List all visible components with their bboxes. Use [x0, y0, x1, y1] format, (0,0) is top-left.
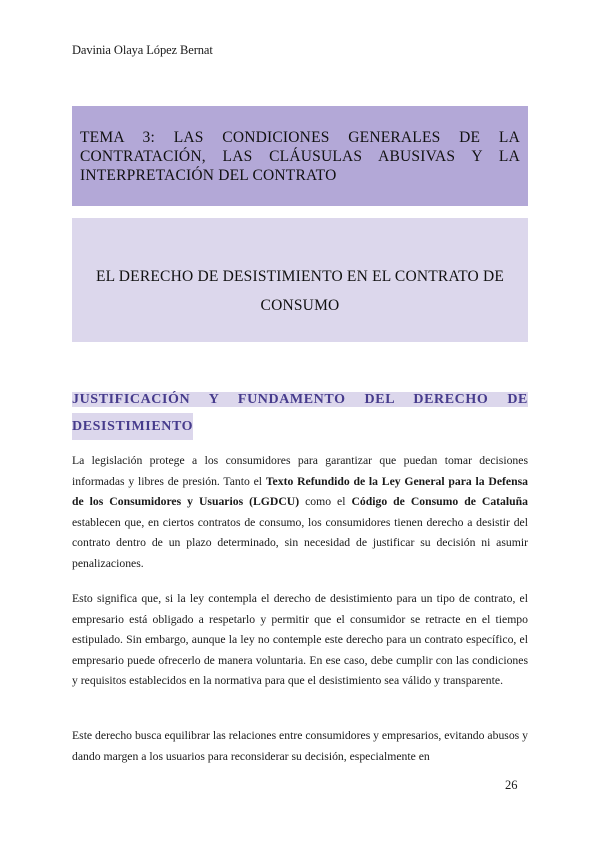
topic-title-box	[72, 106, 528, 206]
author-name: Davinia Olaya López Bernat	[72, 43, 213, 57]
section-heading-line-1-text: JUSTIFICACIÓN Y FUNDAMENTO DEL DERECHO DE	[72, 392, 528, 407]
paragraph-1-text-c: establecen que, en ciertos contratos de consumo, los consumidores tienen derecho a desistir del contrato dentro de un plazo determinado, sin necesidad de justificar su decisión ni asumir penalizaciones.	[72, 515, 528, 570]
paragraph-1-bold-b: Código de Consumo de Cataluña	[351, 495, 528, 509]
chapter-title-box	[72, 218, 528, 342]
paragraph-2: Esto significa que, si la ley contempla el derecho de desistimiento para un tipo de contrato, el empresario está obligado a respetarlo y permitir que el consumidor se retracte en el tiempo estipulado. Sin embargo, aunque la ley no contemple este derecho para un contrato específico, el empresario puede ofrecerlo de manera voluntaria. En ese caso, debe cumplir con las condiciones y requisitos establecidos en la normativa para que el desistimiento sea válido y transparente.	[72, 592, 528, 688]
section-heading	[72, 386, 528, 440]
section-heading-line-1	[72, 386, 528, 413]
chapter-title: EL DERECHO DE DESISTIMIENTO EN EL CONTRATO DE CONSUMO	[95, 268, 505, 314]
topic-title: TEMA 3: LAS CONDICIONES GENERALES DE LA CONTRATACIÓN, LAS CLÁUSULAS ABUSIVAS Y LA INTERPRETACIÓN DEL CONTRATO	[80, 129, 520, 184]
section-heading-line-2: DESISTIMIENTO	[72, 413, 193, 440]
paragraph-3: Este derecho busca equilibrar las relaciones entre consumidores y empresarios, evitando abusos y dando margen a los usuarios para reconsiderar su decisión, especialmente en	[72, 729, 528, 763]
paragraph-1	[72, 451, 528, 575]
paragraph-1-text-b: como el	[299, 495, 352, 509]
paragraph-1-text-a: La legislación protege a los consumidores para garantizar que puedan tomar decisiones informadas y libres de presión. Tanto el	[72, 454, 528, 488]
page-number: 26	[505, 778, 518, 792]
paragraph-1-bold-a: Texto Refundido de la Ley General para la Defensa de los Consumidores y Usuarios (LGDCU)	[72, 474, 528, 509]
